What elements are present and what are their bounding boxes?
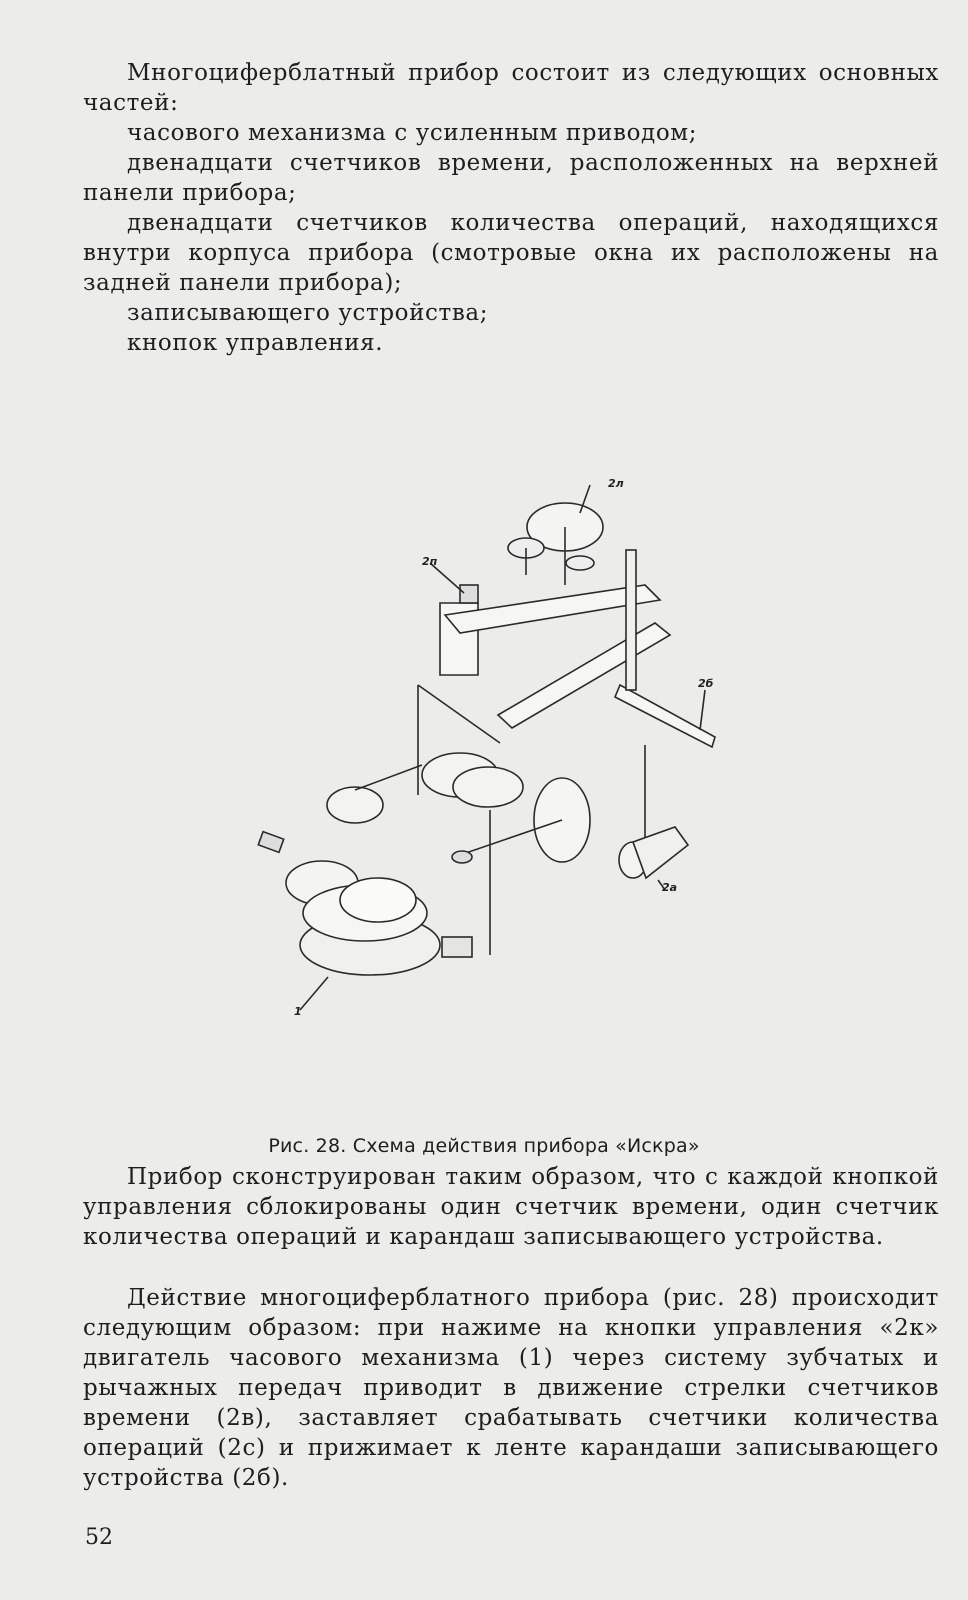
leader-line bbox=[300, 977, 328, 1010]
device-diagram bbox=[250, 475, 740, 1035]
list-item: двенадцати счетчиков количества операций, находящихся внутри корпуса прибора (смотровые окна их расположены на задней панели прибора); bbox=[83, 210, 939, 296]
counter-block bbox=[442, 937, 472, 957]
lever bbox=[418, 685, 500, 743]
small-gear bbox=[566, 556, 594, 570]
frame-bar bbox=[615, 685, 715, 747]
list-item: двенадцати счетчиков времени, расположенных на верхней панели прибора; bbox=[83, 150, 939, 206]
button-block bbox=[460, 585, 478, 603]
list-item: кнопок управления. bbox=[127, 330, 384, 356]
body-paragraph: Действие многоциферблатного прибора (рис. 28) происходит следующим образом: при нажиме на кнопки управления «2к» двигатель часового механизма (1) через систему зубчатых и рычажных передач приводит в движение стрелки счетчиков времени (2в), заставляет срабатывать счетчики количества операций (2с) и прижимает к ленте карандаши записывающего устройства (2б). bbox=[83, 1285, 939, 1491]
gear bbox=[340, 878, 416, 922]
gear bbox=[453, 767, 523, 807]
intro-paragraph: Многоциферблатный прибор состоит из следующих основных частей: bbox=[83, 60, 939, 116]
list-item: часового механизма с усиленным приводом; bbox=[127, 120, 698, 146]
label-2b: 2б bbox=[698, 677, 714, 690]
gear bbox=[327, 787, 383, 823]
figure-caption: Рис. 28. Схема действия прибора «Искра» bbox=[268, 1135, 700, 1157]
motor-handle bbox=[258, 832, 283, 853]
body-paragraph: Прибор сконструирован таким образом, что с каждой кнопкой управления сблокированы один счетчик времени, один счетчик количества операций и карандаш записывающего устройства. bbox=[83, 1164, 939, 1250]
label-2a: 2а bbox=[662, 881, 678, 894]
vertical-post bbox=[626, 550, 636, 690]
label-1: 1 bbox=[294, 1005, 302, 1018]
label-2p: 2п bbox=[422, 555, 438, 568]
list-item: записывающего устройства; bbox=[127, 300, 489, 326]
page-number: 52 bbox=[85, 1525, 113, 1550]
label-2l: 2л bbox=[608, 477, 624, 490]
leader-line bbox=[700, 690, 705, 730]
